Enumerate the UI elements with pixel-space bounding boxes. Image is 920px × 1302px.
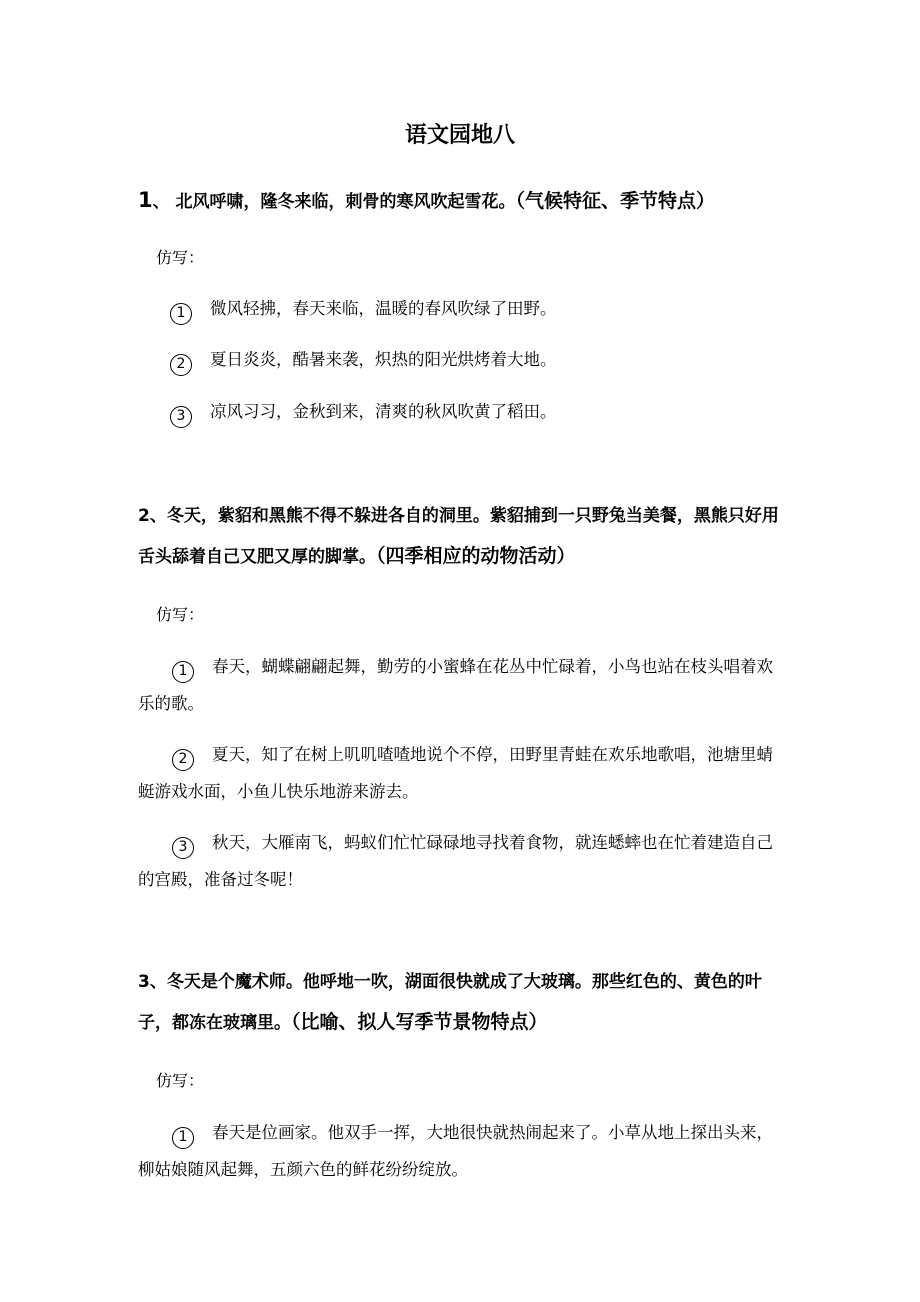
section-3-note: （比喻、拟人写季节景物特点） (291, 1011, 548, 1033)
circle-number-1-icon: 1 (170, 303, 192, 325)
section-2-item-1 (138, 648, 783, 722)
section-3-heading (138, 962, 783, 1043)
item-text: 春天，蝴蝶翩翩起舞，勤劳的小蜜蜂在花丛中忙碌着，小鸟也站在枝头唱着欢乐的歌。 (138, 657, 773, 713)
circle-number-2-icon: 2 (170, 354, 192, 376)
item-text: 凉风习习，金秋到来，清爽的秋风吹黄了稻田。 (210, 402, 557, 421)
circle-number-3-icon: 3 (172, 837, 194, 859)
item-text: 夏日炎炎，酷暑来袭，炽热的阳光烘烤着大地。 (210, 350, 557, 369)
item-text: 春天是位画家。他双手一挥，大地很快就热闹起来了。小草从地上探出头来，柳姑娘随风起舞，五颜六色的鲜花纷纷绽放。 (138, 1123, 773, 1179)
section-3-label: 仿写： (156, 1071, 205, 1090)
section-1-note: （气候特征、季节特点） (515, 190, 716, 212)
section-3-item-1 (138, 1114, 783, 1188)
section-1-number: 1 (138, 188, 153, 212)
circle-number-3-icon: 3 (170, 406, 192, 428)
item-text: 秋天，大雁南飞，蚂蚁们忙忙碌碌地寻找着食物，就连蟋蟀也在忙着建造自己的宫殿，准备过冬呢！ (138, 833, 773, 889)
section-2-text: 2、冬天，紫貂和黑熊不得不躲进各自的洞里。紫貂捕到一只野兔当美餐，黑熊只好用舌头舔着自己又肥又厚的脚掌。 (138, 506, 779, 567)
section-1-item-1 (170, 290, 790, 327)
section-1-label: 仿写： (156, 248, 205, 267)
item-text: 微风轻拂，春天来临，温暖的春风吹绿了田野。 (210, 299, 557, 318)
section-2-heading (138, 496, 783, 577)
circle-number-2-icon: 2 (172, 749, 194, 771)
section-2-item-3 (138, 824, 783, 898)
page-title: 语文园地八 (404, 123, 515, 148)
circle-number-1-icon: 1 (172, 661, 194, 683)
section-1-text: 、 北风呼啸，隆冬来临，刺骨的寒风吹起雪花。 (152, 192, 516, 212)
section-2-label: 仿写： (156, 605, 205, 624)
section-2-note: （四季相应的动物活动） (376, 545, 576, 567)
item-text: 夏天，知了在树上叽叽喳喳地说个不停，田野里青蛙在欢乐地歌唱，池塘里蜻蜓游戏水面，小鱼儿快乐地游来游去。 (138, 745, 773, 801)
circle-number-1-icon: 1 (172, 1127, 194, 1149)
section-1-item-2 (170, 341, 790, 378)
section-1-heading (138, 180, 783, 222)
section-1-item-3 (170, 393, 790, 430)
section-2-item-2 (138, 736, 783, 810)
section-3-text: 3、冬天是个魔术师。他呼地一吹，湖面很快就成了大玻璃。那些红色的、黄色的叶子，都冻在玻璃里。 (138, 972, 762, 1033)
